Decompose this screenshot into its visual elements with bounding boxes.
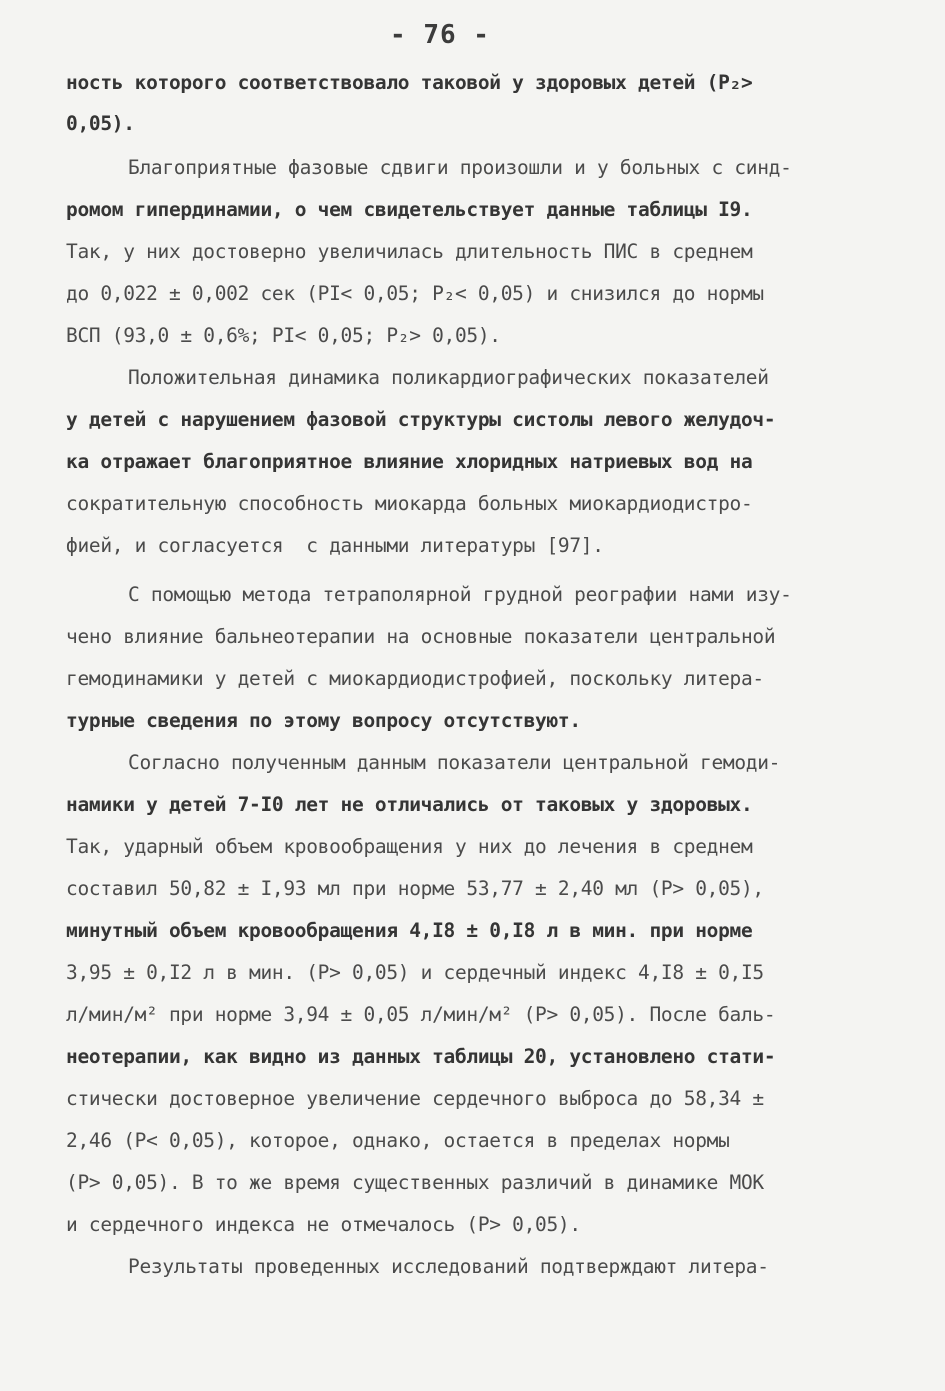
text-line: составил 50,82 ± I,93 мл при норме 53,77 ± 2,40 мл (P> 0,05), [66, 877, 764, 900]
text-line: стически достоверное увеличение сердечного выброса до 58,34 ± [66, 1087, 764, 1110]
text-line: минутный объем кровообращения 4,I8 ± 0,I8 л в мин. при норме [66, 919, 753, 942]
text-line: 0,05). [66, 112, 135, 135]
text-line: сократительную способность миокарда больных миокардиодистро- [66, 492, 753, 515]
text-line: ВСП (93,0 ± 0,6%; PI< 0,05; P₂> 0,05). [66, 324, 501, 347]
text-line: до 0,022 ± 0,002 сек (PI< 0,05; P₂< 0,05) и снизился до нормы [66, 282, 764, 305]
text-line: Положительная динамика поликардиографических показателей [128, 366, 769, 389]
text-line: Благоприятные фазовые сдвиги произошли и у больных с синд- [128, 156, 792, 179]
text-line: чено влияние бальнеотерапии на основные показатели центральной [66, 625, 776, 648]
text-line: ность которого соответствовало таковой у здоровых детей (P₂> [66, 71, 753, 94]
text-line: (P> 0,05). В то же время существенных различий в динамике МОК [66, 1171, 764, 1194]
text-line: 3,95 ± 0,I2 л в мин. (P> 0,05) и сердечный индекс 4,I8 ± 0,I5 [66, 961, 764, 984]
text-line: намики у детей 7-I0 лет не отличались от таковых у здоровых. [66, 793, 753, 816]
text-line: С помощью метода тетраполярной грудной реографии нами изу- [128, 583, 792, 606]
text-line: Так, ударный объем кровообращения у них до лечения в среднем [66, 835, 753, 858]
text-line: и сердечного индекса не отмечалось (P> 0,05). [66, 1213, 581, 1236]
text-line: Так, у них достоверно увеличилась длительность ПИС в среднем [66, 240, 753, 263]
text-line: фией, и согласуется с данными литературы [97]. [66, 534, 604, 557]
text-line: ромом гипердинамии, о чем свидетельствует данные таблицы I9. [66, 198, 753, 221]
text-line: гемодинамики у детей с миокардиодистрофией, поскольку литера- [66, 667, 764, 690]
page-number: - 76 - [390, 20, 490, 50]
text-line: Согласно полученным данным показатели центральной гемоди- [128, 751, 781, 774]
text-line: ка отражает благоприятное влияние хлоридных натриевых вод на [66, 450, 753, 473]
text-line: неотерапии, как видно из данных таблицы 20, установлено стати- [66, 1045, 776, 1068]
text-line: турные сведения по этому вопросу отсутствуют. [66, 709, 581, 732]
text-line: 2,46 (P< 0,05), которое, однако, остается в пределах нормы [66, 1129, 730, 1152]
text-line: у детей с нарушением фазовой структуры систолы левого желудоч- [66, 408, 776, 431]
text-line: Результаты проведенных исследований подтверждают литера- [128, 1255, 769, 1278]
text-line: л/мин/м² при норме 3,94 ± 0,05 л/мин/м² (P> 0,05). После баль- [66, 1003, 776, 1026]
